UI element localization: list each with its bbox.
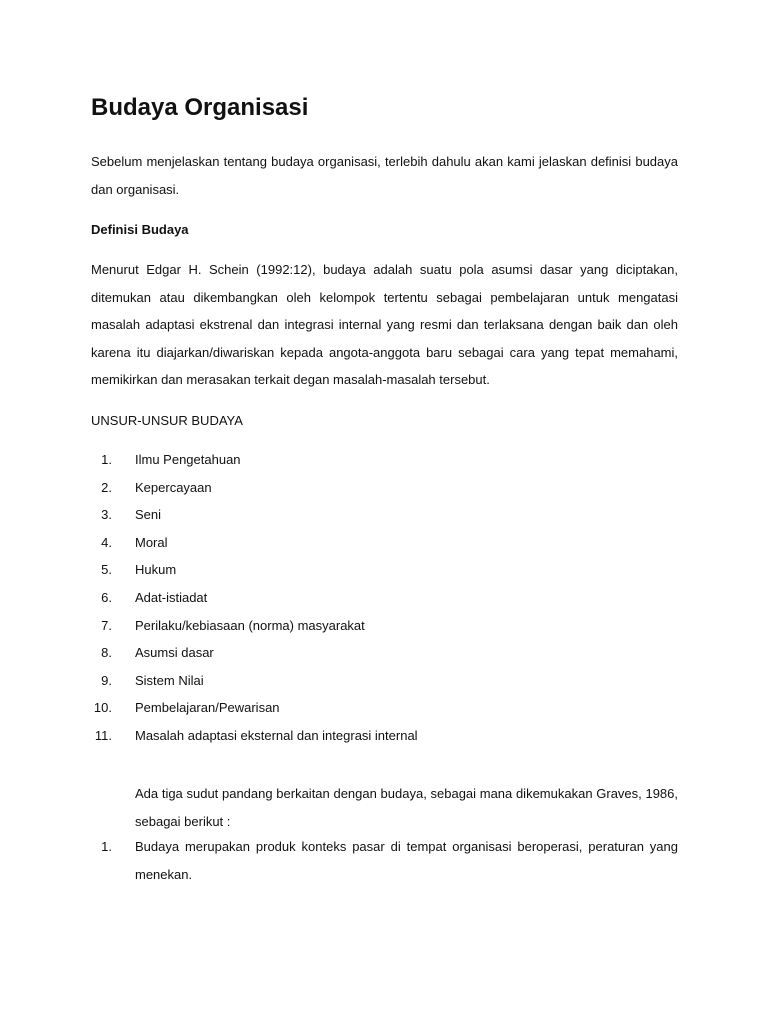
document-title: Budaya Organisasi — [91, 94, 309, 121]
list-item-number: 11. — [94, 727, 112, 743]
list-item-number: 10. — [93, 700, 112, 716]
list-item-text: Sistem Nilai — [135, 672, 204, 688]
list-item — [91, 533, 678, 561]
list-item-text: Adat-istiadat — [135, 589, 208, 605]
list-item-text: Asumsi dasar — [135, 645, 214, 661]
list-item — [91, 560, 678, 588]
definition-heading: Definisi Budaya — [91, 222, 189, 237]
list-item — [91, 616, 678, 644]
list-item-text: Perilaku/kebiasaan (norma) masyarakat — [135, 617, 365, 633]
list-item — [91, 588, 678, 616]
intro-paragraph: Sebelum menjelaskan tentang budaya organisasi, terlebih dahulu akan kami jelaskan definisi budaya dan organisasi. — [91, 154, 678, 197]
viewpoints-intro-paragraph: Ada tiga sudut pandang berkaitan dengan budaya, sebagai mana dikemukakan Graves, 1986, sebagai berikut : — [135, 786, 678, 829]
list-item-number: 7. — [101, 617, 112, 633]
list-item-text: Masalah adaptasi eksternal dan integrasi internal — [135, 727, 418, 743]
list-item-number: 8. — [101, 645, 112, 661]
list-item-number: 6. — [101, 589, 112, 605]
list-item-text: Seni — [135, 507, 162, 523]
list-item — [91, 643, 678, 671]
list-item-number: 1. — [101, 452, 112, 467]
list-item-text: Pembelajaran/Pewarisan — [135, 700, 280, 716]
list-item — [91, 505, 678, 533]
list-item-text: Hukum — [135, 562, 177, 578]
list-item-number: 9. — [101, 672, 112, 688]
elements-heading: UNSUR-UNSUR BUDAYA — [91, 413, 243, 428]
viewpoint-item-number: 1. — [101, 839, 112, 854]
list-item — [91, 726, 678, 754]
list-item-number: 4. — [101, 534, 112, 550]
list-item — [91, 450, 678, 478]
definition-paragraph: Menurut Edgar H. Schein (1992:12), budaya adalah suatu pola asumsi dasar yang diciptakan, ditemukan atau dikembangkan oleh kelompok tertentu sebagai pembelajaran untuk mengatasi masalah adaptasi ekstrenal dan integrasi internal yang resmi dan terlaksana dengan baik dan oleh karena itu diajarkan/diwariskan kepada angota-anggota baru sebagai cara yang tepat memahami, memikirkan dan merasakan terkait degan masalah-masalah tersebut. — [91, 262, 678, 387]
viewpoint-item-text: Budaya merupakan produk konteks pasar di tempat organisasi beroperasi, peraturan yang menekan. — [135, 839, 678, 882]
list-item — [91, 671, 678, 699]
list-item — [91, 698, 678, 726]
list-item-text: Ilmu Pengetahuan — [135, 452, 241, 467]
list-item-number: 5. — [101, 562, 112, 578]
list-item — [91, 478, 678, 506]
elements-list — [91, 450, 678, 754]
list-item-text: Kepercayaan — [135, 479, 212, 495]
list-item-number: 2. — [101, 479, 112, 495]
list-item-number: 3. — [101, 507, 112, 523]
list-item-text: Moral — [135, 534, 168, 550]
